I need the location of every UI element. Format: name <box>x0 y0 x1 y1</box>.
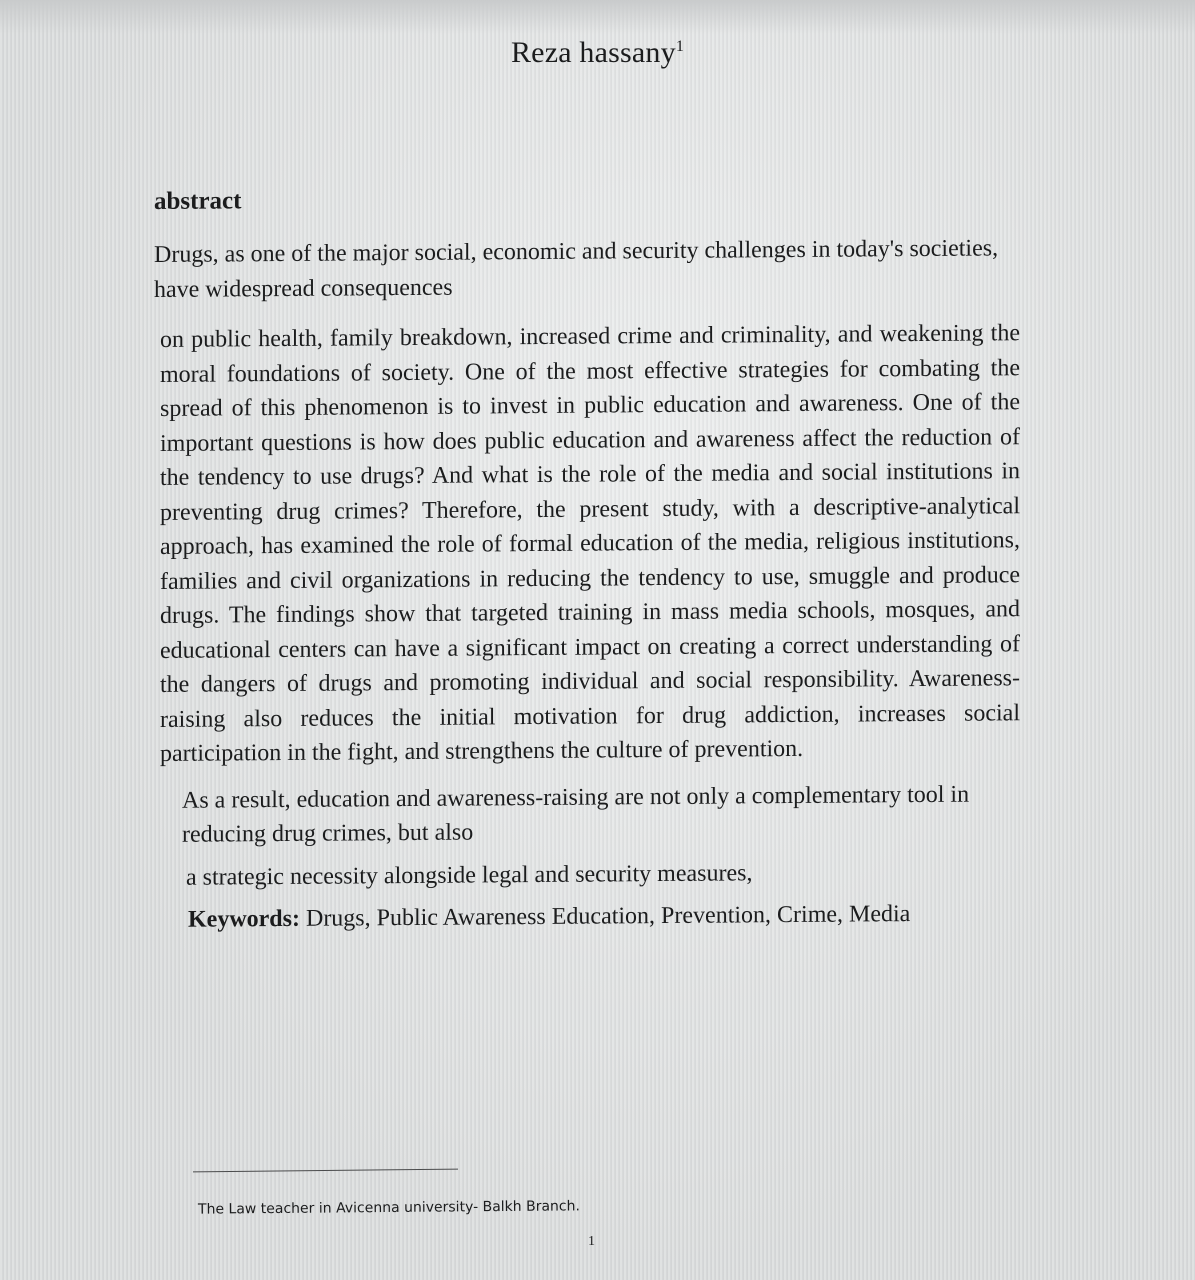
keywords-line <box>154 896 1024 937</box>
abstract-paragraph: a strategic necessity alongside legal and security measures, <box>186 859 753 891</box>
footnote-text: The Law teacher in Avicenna university- Balkh Branch. <box>197 1198 580 1218</box>
author-line <box>0 36 1195 70</box>
footnote-marker: 1 <box>675 38 685 55</box>
keywords-label: Keywords: <box>188 905 300 933</box>
footnote-divider <box>193 1169 458 1173</box>
keywords-list: Drugs, Public Awareness Education, Prevention, Crime, Media <box>305 901 911 932</box>
abstract-paragraph: As a result, education and awareness-raising are not only a complementary tool in reducing drug crimes, but also <box>182 781 970 848</box>
author-name: Reza hassany <box>510 36 676 69</box>
abstract-paragraph: Drugs, as one of the major social, economic and security challenges in today's societies, have widespread consequences <box>154 235 999 303</box>
abstract-paragraph: on public health, family breakdown, increased crime and criminality, and weakening the moral foundations of society. One of the most effective strategies for combating the spread of this phenomenon is to invest in public education and awareness. One of the important questions is how does public education and awareness affect the reduction of the tendency to use drugs? And what is the role of the media and social institutions in preventing drug crimes? Therefore, the present study, with a descriptive-analytical approach, has examined the role of formal education of the media, religious institutions, families and civil organizations in reducing the tendency to use, smuggle and produce drugs. The findings show that targeted training in mass media schools, mosques, and educational centers can have a significant impact on creating a correct understanding of the dangers of drugs and promoting individual and social responsibility. Awareness-raising also reduces the initial motivation for drug addiction, increases social participation in the fight, and strengthens the culture of prevention. <box>160 320 1020 767</box>
window-top-edge <box>0 0 1195 34</box>
page-number: 1 <box>588 1234 595 1249</box>
abstract-section <box>154 181 1024 937</box>
abstract-heading: abstract <box>154 187 242 215</box>
